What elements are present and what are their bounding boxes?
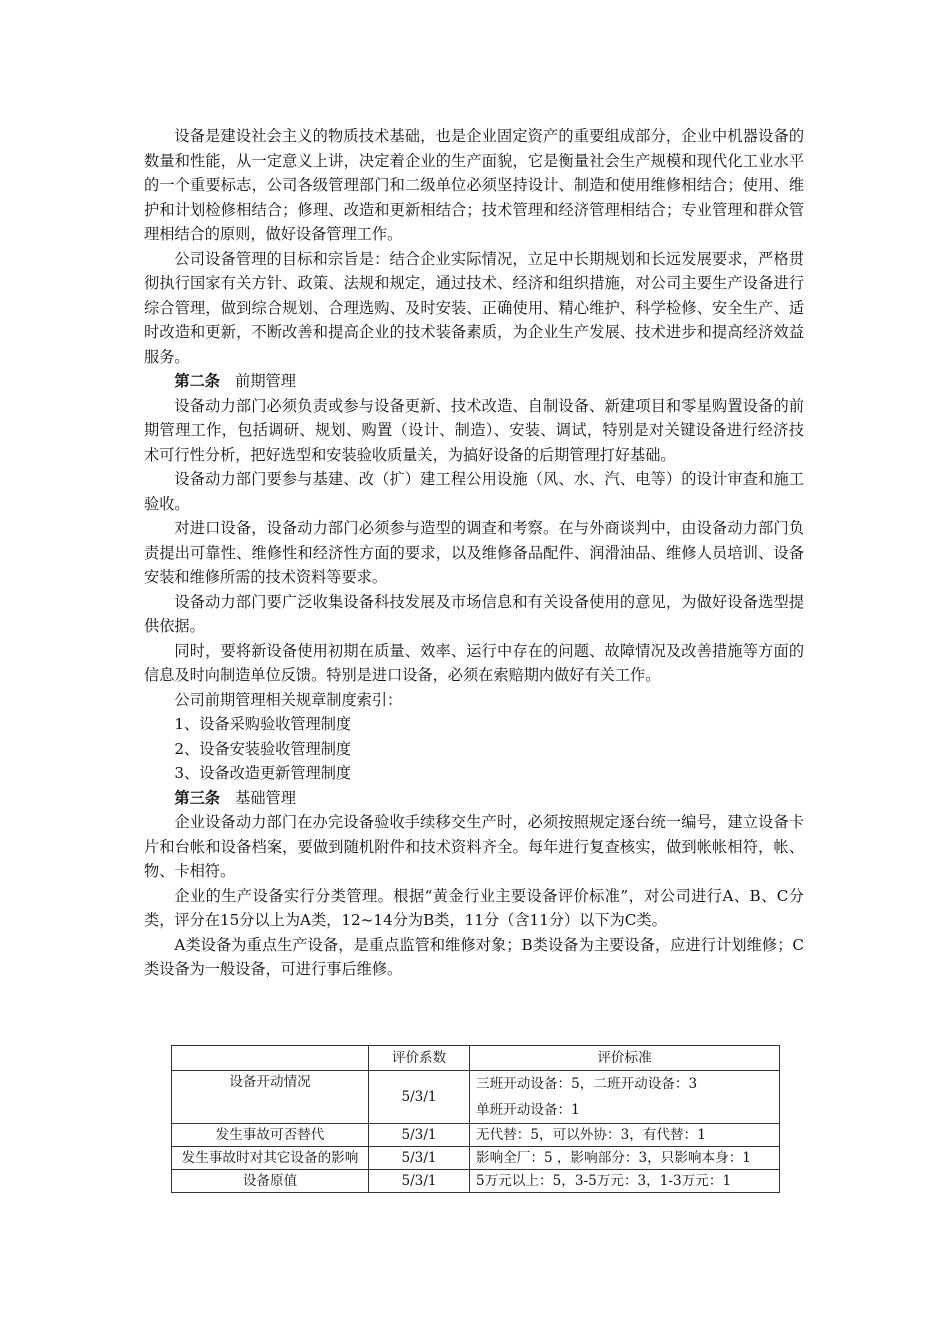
list-item: 3、设备改造更新管理制度 <box>174 764 352 782</box>
paragraph: 设备动力部门要参与基建、改（扩）建工程公用设施（风、水、汽、电等）的设计审查和施工验收。 <box>144 470 804 513</box>
section-heading-3 <box>144 786 804 811</box>
paragraph: 企业的生产设备实行分类管理。根据“黄金行业主要设备评价标准”，对公司进行A、B、C分类，评分在15分以上为A类，12~14分为B类，11分（含11分）以下为C类。 <box>144 886 804 929</box>
evaluation-table <box>171 1045 780 1193</box>
paragraph: 设备动力部门必须负责或参与设备更新、技术改造、自制设备、新建项目和零星购置设备的前期管理工作，包括调研、规划、购置（设计、制造）、安装、调试，特别是对关键设备进行经济技术可行性分析，把好选型和安装验收质量关，为搞好设备的后期管理打好基础。 <box>144 396 804 464</box>
paragraph: 公司前期管理相关规章制度索引： <box>174 690 403 709</box>
section-label: 第二条 <box>174 372 220 390</box>
paragraph: 同时，要将新设备使用初期在质量、效率、运行中存在的问题、故障情况及改善措施等方面的信息及时向制造单位反馈。特别是进口设备，必须在索赔期内做好有关工作。 <box>144 641 804 684</box>
table-cell-item: 设备原值 <box>172 1170 369 1193</box>
standard-line: 单班开动设备：1 <box>476 1102 580 1118</box>
table-cell-coef: 5/3/1 <box>369 1071 470 1124</box>
table-cell-item: 设备开动情况 <box>172 1071 369 1124</box>
section-title: 前期管理 <box>235 372 296 390</box>
paragraph: 设备是建设社会主义的物质技术基础，也是企业固定资产的重要组成部分，企业中机器设备的数量和性能，从一定意义上讲，决定着企业的生产面貌，它是衡量社会生产规模和现代化工业水平的一个重要标志，公司各级管理部门和二级单位必须坚持设计、制造和使用维修相结合；使用、维护和计划检修相结合；修理、改造和更新相结合；技术管理和经济管理相结合；专业管理和群众管理相结合的原则，做好设备管理工作。 <box>144 127 804 243</box>
table-cell-coef: 5/3/1 <box>369 1124 470 1147</box>
table-cell-coef: 5/3/1 <box>369 1170 470 1193</box>
table-cell-coef: 5/3/1 <box>369 1147 470 1170</box>
list-item: 2、设备安装验收管理制度 <box>174 739 352 758</box>
table-row <box>172 1071 780 1124</box>
table-cell-standard <box>470 1071 780 1124</box>
standard-line: 三班开动设备：5，二班开动设备：3 <box>476 1076 698 1092</box>
table-cell-standard: 无代替：5，可以外协：3，有代替：1 <box>470 1124 780 1147</box>
paragraph: 对进口设备，设备动力部门必须参与造型的调查和考察。在与外商谈判中，由设备动力部门负责提出可靠性、维修性和经济性方面的要求，以及维修备品配件、润滑油品、维修人员培训、设备安装和维修所需的技术资料等要求。 <box>144 519 804 586</box>
paragraph: A类设备为重点生产设备，是重点监管和维修对象；B类设备为主要设备，应进行计划维修；C类设备为一般设备，可进行事后维修。 <box>144 935 804 978</box>
table-row <box>172 1170 780 1193</box>
section-label: 第三条 <box>174 788 220 807</box>
table-header-cell <box>172 1046 369 1071</box>
table-header-cell: 评价标准 <box>470 1046 780 1071</box>
table-row <box>172 1124 780 1147</box>
table-cell-standard: 影响全厂：5 ，影响部分：3，只影响本身：1 <box>470 1147 780 1170</box>
table-cell-standard: 5万元以上：5，3-5万元：3，1-3万元：1 <box>470 1170 780 1193</box>
document-body <box>144 124 804 982</box>
list-item: 1、设备采购验收管理制度 <box>174 715 352 733</box>
section-title: 基础管理 <box>235 788 296 807</box>
table-row <box>172 1147 780 1170</box>
table-header-cell: 评价系数 <box>369 1046 470 1071</box>
paragraph: 公司设备管理的目标和宗旨是：结合企业实际情况，立足中长期规划和长远发展要求，严格贯彻执行国家有关方针、政策、法规和规定，通过技术、经济和组织措施，对公司主要生产设备进行综合管理，做到综合规划、合理选购、及时安装、正确使用、精心维护、科学检修、安全生产、适时改造和更新，不断改善和提高企业的技术装备素质，为企业生产发展、技术进步和提高经济效益服务。 <box>144 249 804 366</box>
table-cell-item: 发生事故可否替代 <box>172 1124 369 1147</box>
paragraph: 设备动力部门要广泛收集设备科技发展及市场信息和有关设备使用的意见，为做好设备选型提供依据。 <box>144 592 804 635</box>
section-heading-2 <box>144 369 804 394</box>
table-cell-item: 发生事故时对其它设备的影响 <box>172 1147 369 1170</box>
table-header-row <box>172 1046 780 1071</box>
paragraph: 企业设备动力部门在办完设备验收手续移交生产时，必须按照规定逐台统一编号，建立设备卡片和台帐和设备档案，要做到随机附件和技术资料齐全。每年进行复查核实，做到帐帐相符，帐、物、卡相符。 <box>144 813 804 880</box>
